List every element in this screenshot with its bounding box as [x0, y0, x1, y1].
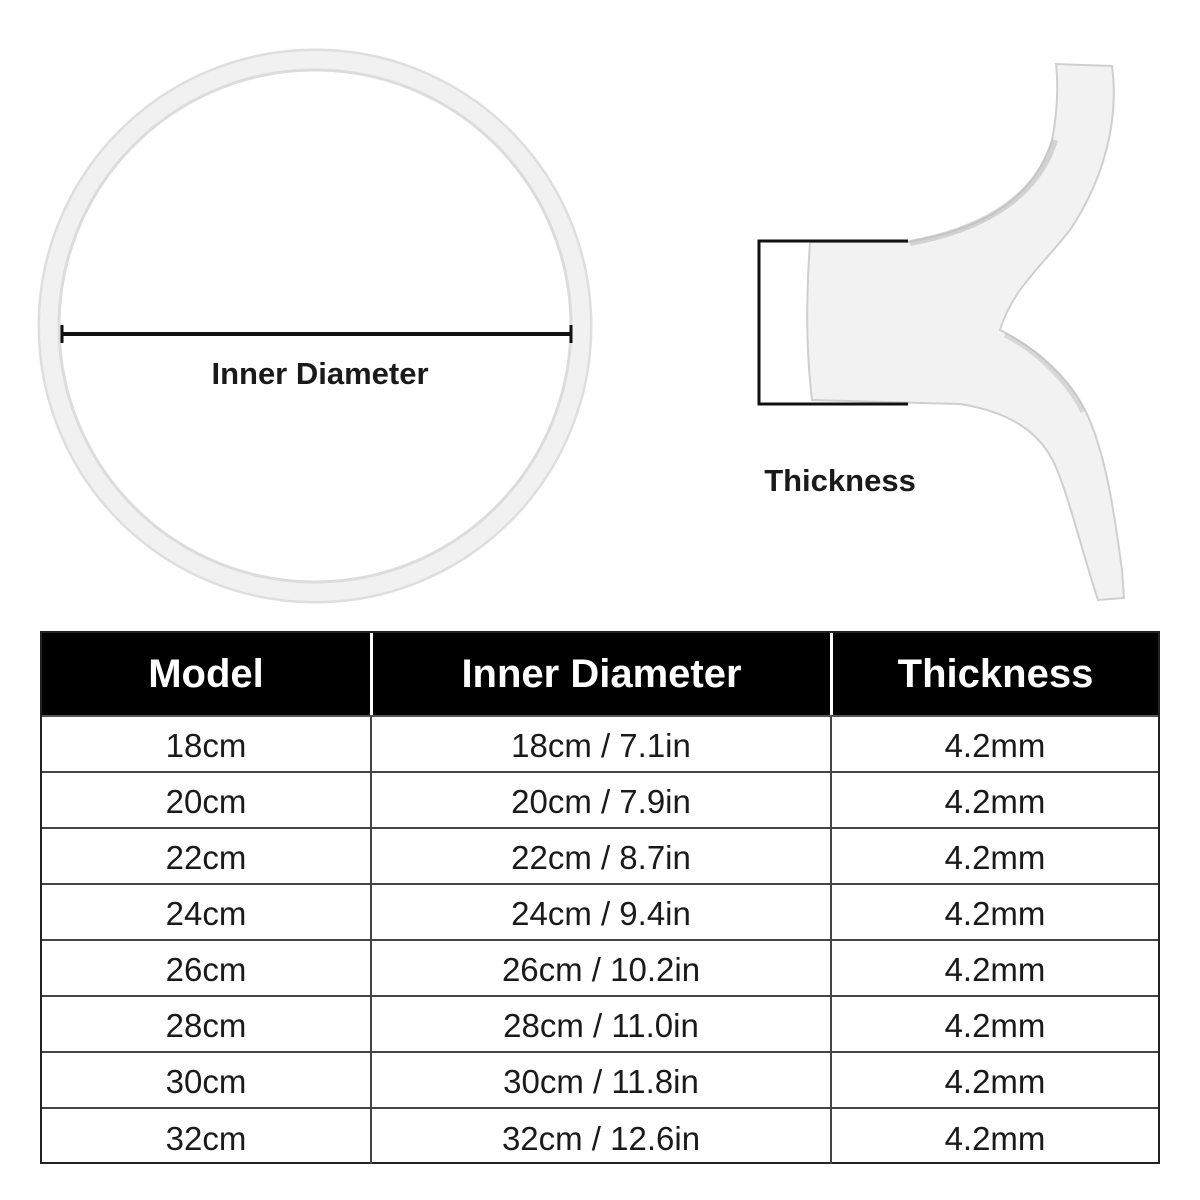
header-inner-diameter: Inner Diameter [370, 633, 830, 715]
table-row [42, 1053, 1158, 1109]
table-row [42, 1109, 1158, 1164]
cell-thickness: 4.2mm [830, 941, 1158, 995]
cell-model: 32cm [165, 1119, 247, 1157]
table-row [42, 717, 1158, 773]
cell-inner-diameter: 32cm / 12.6in [370, 1109, 830, 1164]
cell-thickness: 4.2mm [830, 717, 1158, 771]
cell-inner-diameter: 22cm / 8.7in [370, 829, 830, 883]
cell-thickness: 4.2mm [830, 1109, 1158, 1164]
cell-model: 24cm [165, 895, 247, 932]
gasket-cross-section-image [807, 64, 1124, 600]
table-row [42, 773, 1158, 829]
table-header-row [42, 633, 1158, 717]
cell-model: 28cm [165, 1007, 247, 1044]
cell-model: 22cm [165, 839, 247, 876]
cell-inner-diameter: 24cm / 9.4in [370, 885, 830, 939]
cell-inner-diameter: 18cm / 7.1in [370, 717, 830, 771]
cell-model: 18cm [165, 727, 247, 764]
thickness-label: Thickness [764, 463, 916, 498]
header-thickness: Thickness [830, 633, 1158, 715]
table-row [42, 829, 1158, 885]
cell-thickness: 4.2mm [830, 885, 1158, 939]
cell-thickness: 4.2mm [830, 1053, 1158, 1107]
inner-diameter-label: Inner Diameter [211, 356, 429, 391]
cell-inner-diameter: 20cm / 7.9in [370, 773, 830, 827]
table-row [42, 885, 1158, 941]
inner-diameter-measure-line [62, 325, 571, 343]
table-row [42, 997, 1158, 1053]
cell-inner-diameter: 26cm / 10.2in [370, 941, 830, 995]
table-body [42, 717, 1158, 1164]
size-table [40, 631, 1160, 1164]
header-model: Model [148, 651, 264, 696]
cell-thickness: 4.2mm [830, 997, 1158, 1051]
cell-model: 20cm [165, 783, 247, 820]
gasket-ring-image [39, 50, 591, 602]
cell-inner-diameter: 30cm / 11.8in [370, 1053, 830, 1107]
cell-model: 30cm [165, 1063, 247, 1100]
cell-thickness: 4.2mm [830, 829, 1158, 883]
cell-model: 26cm [165, 951, 247, 988]
cell-inner-diameter: 28cm / 11.0in [370, 997, 830, 1051]
cell-thickness: 4.2mm [830, 773, 1158, 827]
table-row [42, 941, 1158, 997]
